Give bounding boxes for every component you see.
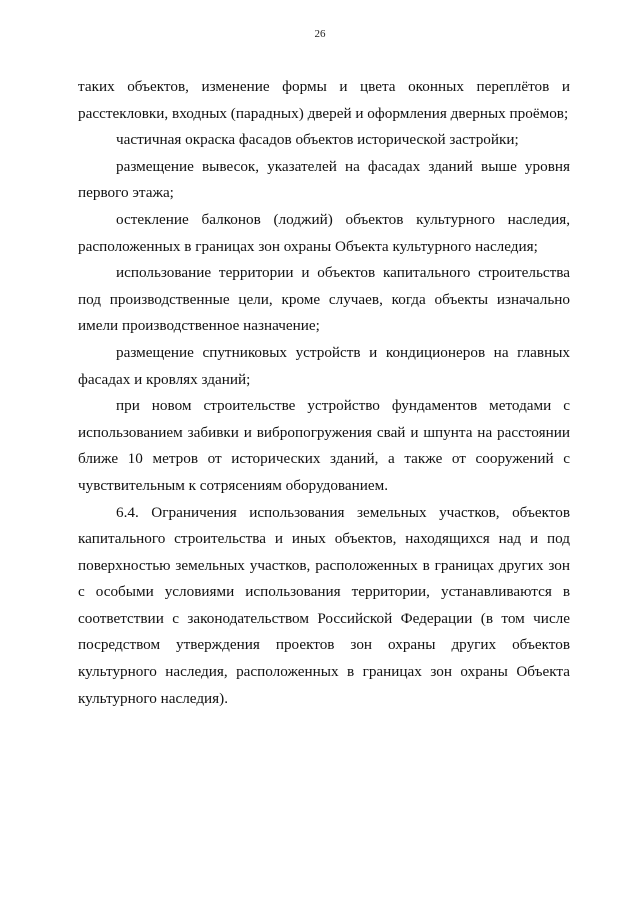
paragraph-section-6-4: 6.4. Ограничения использования земельных участков, объектов капитального строительства и иных объектов, находящихся над и под поверхностью земельных участков, расположенных в границах других зон с особыми условиями использования территории, устанавливаются в соответствии с законодательством Российской Федерации (в том числе посредством утверждения проектов зон охраны других объектов культурного наследия, расположенных в границах зон охраны Объекта культурного наследия). bbox=[78, 503, 570, 707]
paragraph-foundations: при новом строительстве устройство фундаментов методами с использованием забивки и вибропогружения свай и шпунта на расстоянии ближе 10 метров от исторических зданий, а также от сооружений с чувствительным к сотрясениям оборудованием. bbox=[78, 397, 570, 494]
page-number: 26 bbox=[314, 28, 326, 40]
paragraph-satellite-devices: размещение спутниковых устройств и кондиционеров на главных фасадах и кровлях зданий; bbox=[78, 343, 570, 388]
paragraph-balcony-glazing: остекление балконов (лоджий) объектов культурного наследия, расположенных в границах зон охраны Объекта культурного наследия; bbox=[78, 210, 570, 255]
paragraph-continuation: таких объектов, изменение формы и цвета оконных переплётов и расстекловки, входных (парадных) дверей и оформления дверных проёмов; bbox=[78, 78, 570, 122]
document-body bbox=[78, 74, 570, 712]
paragraph-facade-painting: частичная окраска фасадов объектов исторической застройки; bbox=[116, 131, 519, 149]
paragraph-signs: размещение вывесок, указателей на фасадах зданий выше уровня первого этажа; bbox=[78, 157, 570, 202]
paragraph-industrial-use: использование территории и объектов капитального строительства под производственные цели, кроме случаев, когда объекты изначально имели производственное назначение; bbox=[78, 264, 570, 335]
